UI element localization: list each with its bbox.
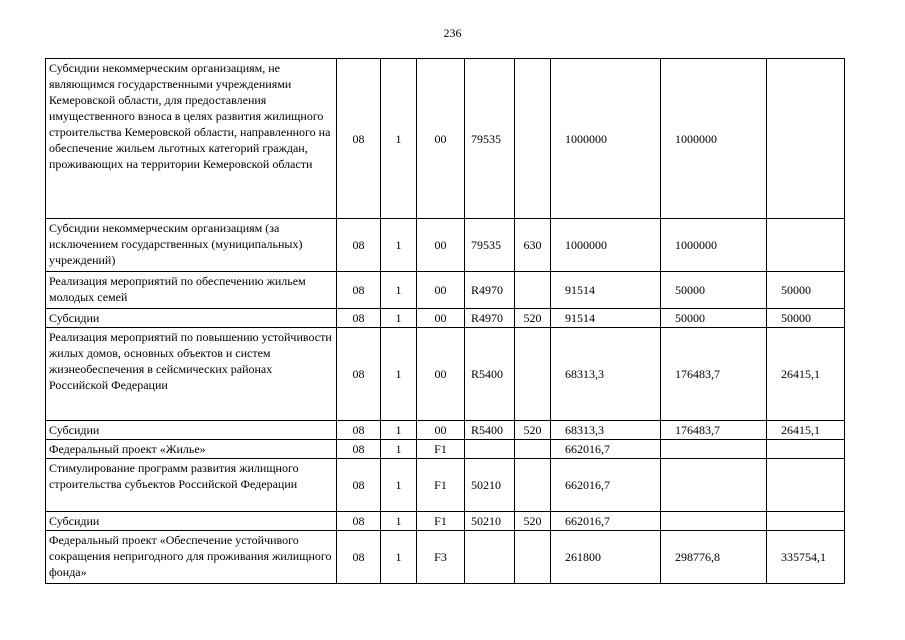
section-code: 08	[337, 219, 381, 272]
program-code: 1	[381, 309, 417, 328]
table-row	[46, 440, 845, 459]
table-row	[46, 531, 845, 584]
table-row	[46, 328, 845, 421]
subprogram-code: F3	[417, 531, 465, 584]
section-code: 08	[337, 531, 381, 584]
amount-year3: 26415,1	[767, 328, 845, 421]
amount-year2: 176483,7	[661, 421, 767, 440]
subprogram-code: 00	[417, 219, 465, 272]
section-code: 08	[337, 459, 381, 512]
amount-year3: 50000	[767, 272, 845, 309]
row-name: Субсидии некоммерческим организациям (за исключением государственных (муниципальных) учреждений)	[46, 219, 337, 272]
program-code: 1	[381, 272, 417, 309]
program-code: 1	[381, 219, 417, 272]
program-code: 1	[381, 459, 417, 512]
direction-code	[465, 440, 515, 459]
direction-code: R4970	[465, 309, 515, 328]
direction-code: 79535	[465, 59, 515, 219]
amount-year2: 1000000	[661, 59, 767, 219]
program-code: 1	[381, 531, 417, 584]
amount-year3: 26415,1	[767, 421, 845, 440]
subprogram-code: F1	[417, 459, 465, 512]
section-code: 08	[337, 440, 381, 459]
table-row	[46, 459, 845, 512]
table-row	[46, 309, 845, 328]
expense-type-code	[515, 440, 551, 459]
expense-type-code	[515, 328, 551, 421]
amount-year1: 1000000	[551, 59, 661, 219]
subprogram-code: 00	[417, 328, 465, 421]
subprogram-code: 00	[417, 309, 465, 328]
table-row	[46, 219, 845, 272]
amount-year3: 50000	[767, 309, 845, 328]
amount-year1: 662016,7	[551, 512, 661, 531]
subprogram-code: F1	[417, 440, 465, 459]
row-name: Субсидии	[46, 512, 337, 531]
row-name: Субсидии	[46, 421, 337, 440]
subprogram-code: F1	[417, 512, 465, 531]
amount-year3	[767, 440, 845, 459]
table-row	[46, 272, 845, 309]
expense-type-code: 520	[515, 512, 551, 531]
amount-year1: 261800	[551, 531, 661, 584]
expense-type-code	[515, 272, 551, 309]
expense-type-code	[515, 531, 551, 584]
direction-code	[465, 531, 515, 584]
amount-year2: 1000000	[661, 219, 767, 272]
section-code: 08	[337, 309, 381, 328]
direction-code: R4970	[465, 272, 515, 309]
row-name: Реализация мероприятий по обеспечению жильем молодых семей	[46, 272, 337, 309]
budget-table	[45, 58, 845, 584]
amount-year1: 662016,7	[551, 459, 661, 512]
direction-code: R5400	[465, 421, 515, 440]
amount-year2	[661, 440, 767, 459]
direction-code: 50210	[465, 459, 515, 512]
row-name: Федеральный проект «Обеспечение устойчивого сокращения непригодного для проживания жилищного фонда»	[46, 531, 337, 584]
expense-type-code	[515, 459, 551, 512]
subprogram-code: 00	[417, 59, 465, 219]
row-name: Стимулирование программ развития жилищного строительства субъектов Российской Федерации	[46, 459, 337, 512]
expense-type-code: 520	[515, 309, 551, 328]
section-code: 08	[337, 512, 381, 531]
amount-year2	[661, 512, 767, 531]
section-code: 08	[337, 59, 381, 219]
section-code: 08	[337, 328, 381, 421]
table-row	[46, 512, 845, 531]
table-row	[46, 59, 845, 219]
program-code: 1	[381, 512, 417, 531]
row-name: Реализация мероприятий по повышению устойчивости жилых домов, основных объектов и систем жизнеобеспечения в сейсмических районах Российской Федерации	[46, 328, 337, 421]
page-number: 236	[443, 26, 462, 40]
row-name: Субсидии некоммерческим организациям, не являющимся государственными учреждениями Кемеровской области, для предоставления имущественного взноса в целях развития жилищного строительства Кемеровской области, направленного на обеспечение жильем льготных категорий граждан, проживающих на территории Кемеровской области	[46, 59, 337, 219]
amount-year3	[767, 59, 845, 219]
row-name: Федеральный проект «Жилье»	[46, 440, 337, 459]
direction-code: 50210	[465, 512, 515, 531]
expense-type-code: 630	[515, 219, 551, 272]
program-code: 1	[381, 440, 417, 459]
expense-type-code	[515, 59, 551, 219]
table-row	[46, 421, 845, 440]
direction-code: R5400	[465, 328, 515, 421]
amount-year2: 298776,8	[661, 531, 767, 584]
amount-year1: 68313,3	[551, 328, 661, 421]
amount-year2	[661, 459, 767, 512]
amount-year1: 91514	[551, 309, 661, 328]
direction-code: 79535	[465, 219, 515, 272]
amount-year2: 176483,7	[661, 328, 767, 421]
expense-type-code: 520	[515, 421, 551, 440]
amount-year3: 335754,1	[767, 531, 845, 584]
subprogram-code: 00	[417, 421, 465, 440]
section-code: 08	[337, 421, 381, 440]
amount-year1: 68313,3	[551, 421, 661, 440]
amount-year1: 662016,7	[551, 440, 661, 459]
amount-year3	[767, 459, 845, 512]
amount-year2: 50000	[661, 272, 767, 309]
amount-year2: 50000	[661, 309, 767, 328]
amount-year3	[767, 512, 845, 531]
program-code: 1	[381, 328, 417, 421]
program-code: 1	[381, 421, 417, 440]
section-code: 08	[337, 272, 381, 309]
row-name: Субсидии	[46, 309, 337, 328]
amount-year3	[767, 219, 845, 272]
subprogram-code: 00	[417, 272, 465, 309]
program-code: 1	[381, 59, 417, 219]
amount-year1: 1000000	[551, 219, 661, 272]
amount-year1: 91514	[551, 272, 661, 309]
